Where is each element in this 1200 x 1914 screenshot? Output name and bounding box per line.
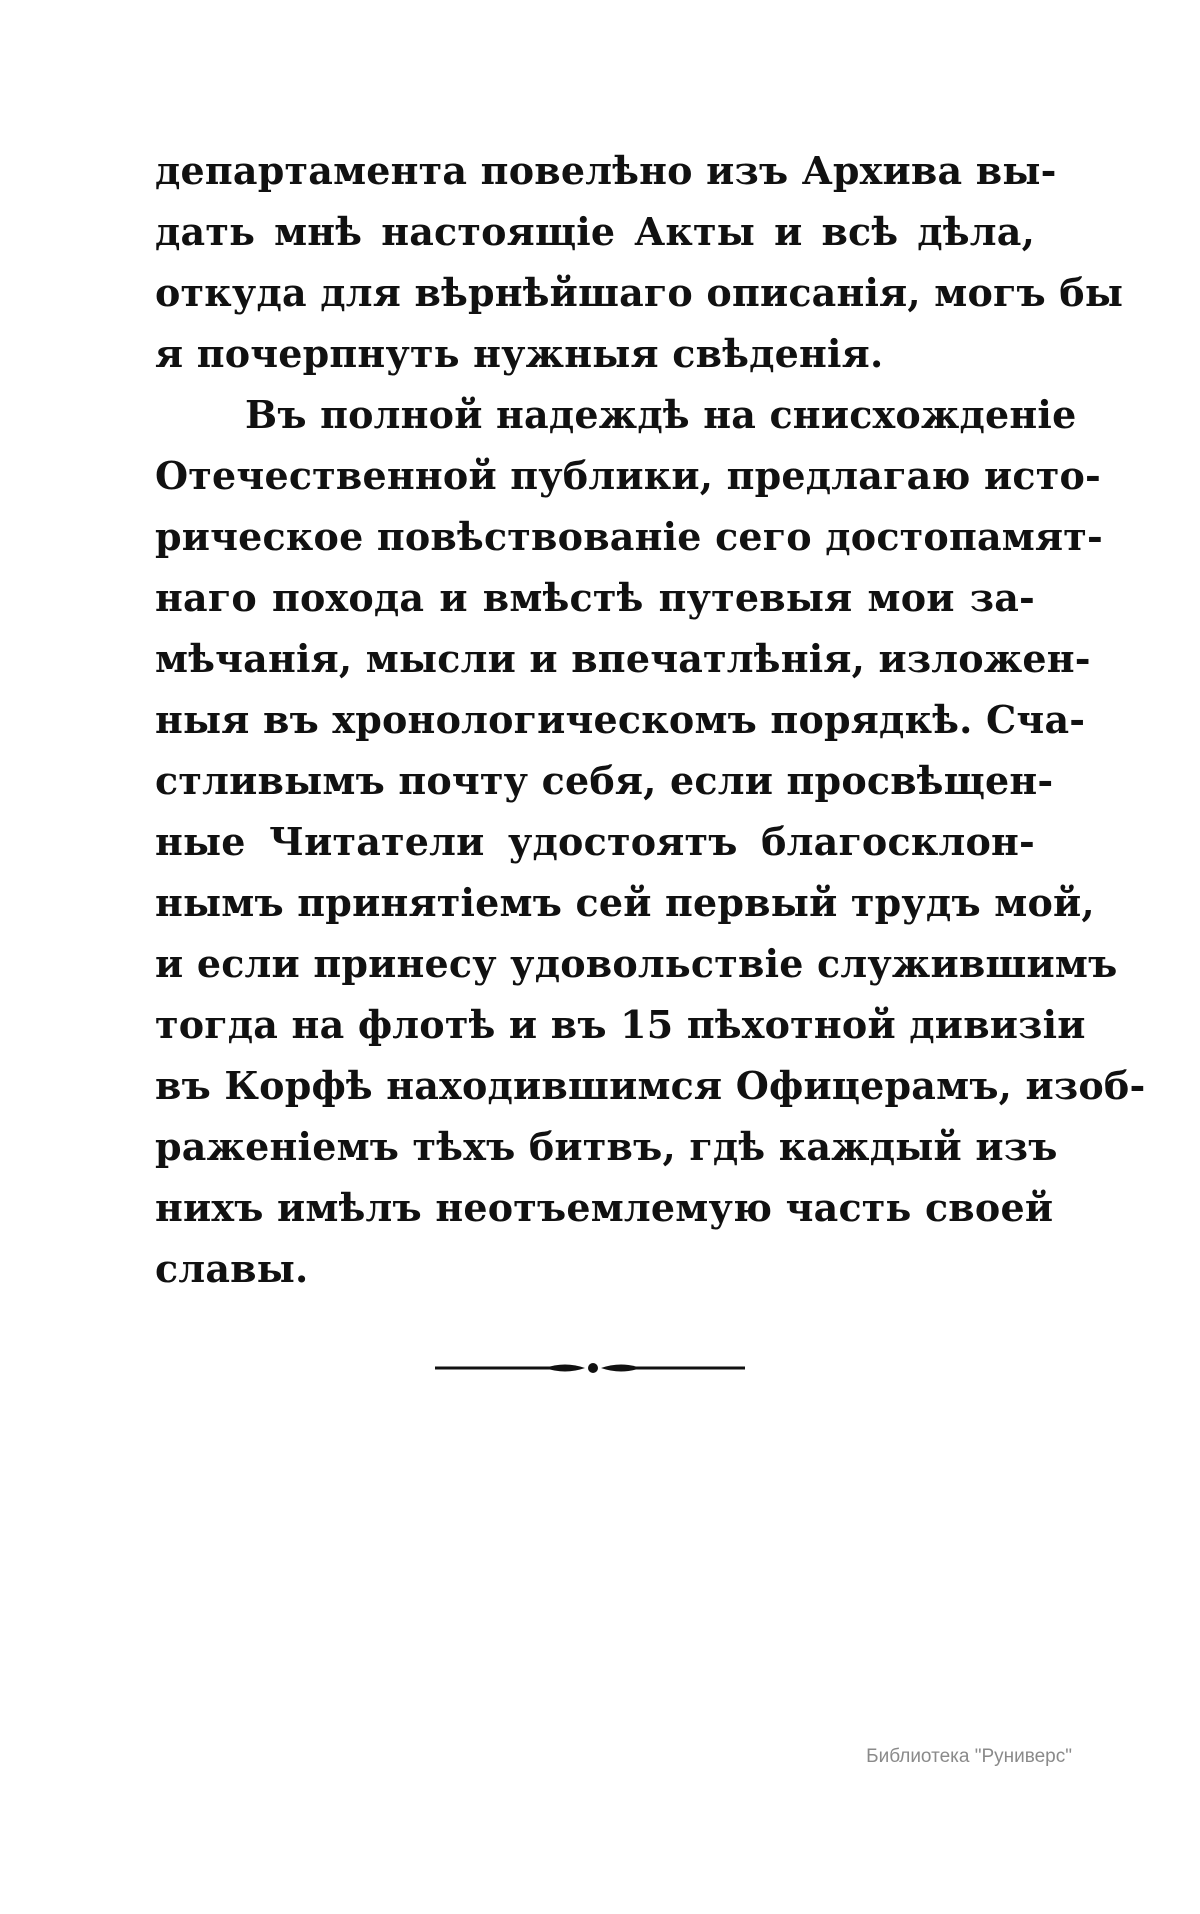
library-watermark: Библиотека "Руниверс" <box>866 1746 1072 1767</box>
text-line: дать мнѣ настоящіе Акты и всѣ дѣла, <box>155 209 1035 254</box>
text-line: департамента повелѣно изъ Архива вы- <box>155 148 1057 193</box>
text-line: и если принесу удовольствіе служившимъ <box>155 941 1118 986</box>
text-line: раженіемъ тѣхъ битвъ, гдѣ каждый изъ <box>155 1124 1058 1169</box>
text-line: ныя въ хронологическомъ порядкѣ. Сча- <box>155 697 1086 742</box>
page-text <box>155 140 1146 1299</box>
text-line: ные Читатели удостоятъ благосклон- <box>155 819 1035 864</box>
text-line: тогда на флотѣ и въ 15 пѣхотной дивизіи <box>155 1002 1086 1047</box>
text-line: въ Корфѣ находившимся Офицерамъ, изоб- <box>155 1063 1146 1108</box>
text-line: рическое повѣствованіе сего достопамят- <box>155 514 1103 559</box>
text-line: Отечественной публики, предлагаю исто- <box>155 453 1102 498</box>
section-divider-ornament <box>435 1358 745 1378</box>
text-line: стливымъ почту себя, если просвѣщен- <box>155 758 1054 803</box>
paragraph-start-line: Въ полной надеждѣ на снисхожденіе <box>245 392 1077 437</box>
text-line: я почерпнуть нужныя свѣденія. <box>155 331 884 376</box>
text-line: нымъ принятіемъ сей первый трудъ мой, <box>155 880 1095 925</box>
text-line: мѣчанія, мысли и впечатлѣнія, изложен- <box>155 636 1091 681</box>
text-line: наго похода и вмѣстѣ путевыя мои за- <box>155 575 1035 620</box>
text-line: нихъ имѣлъ неотъемлемую часть своей <box>155 1185 1054 1230</box>
text-line: славы. <box>155 1246 309 1291</box>
text-line: откуда для вѣрнѣйшаго описанія, могъ бы <box>155 270 1124 315</box>
